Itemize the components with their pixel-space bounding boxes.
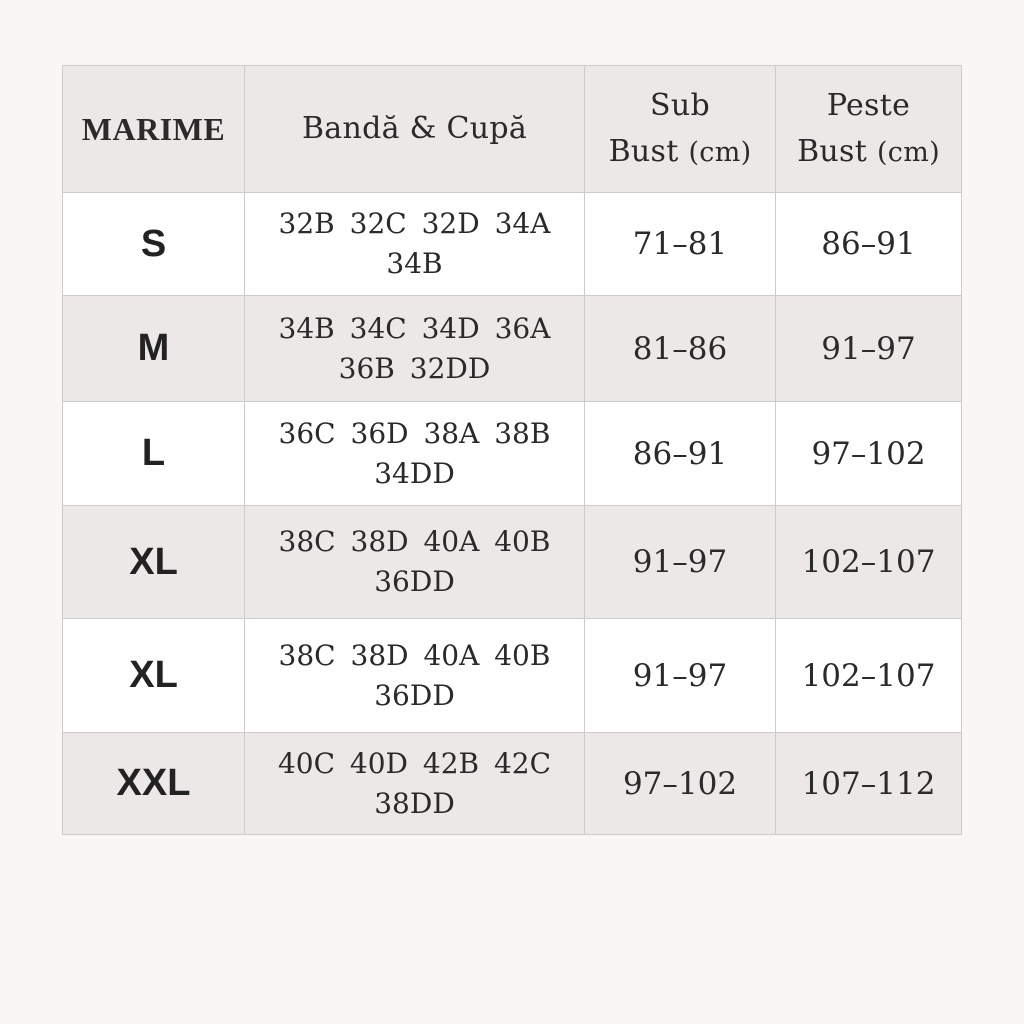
band-cup-line1: 38C 38D 40A 40B: [278, 525, 551, 558]
band-cup-line1: 40C 40D 42B 42C: [277, 746, 552, 780]
under-bust-cell: 86–91: [585, 402, 776, 506]
over-bust-cell: 102–107: [776, 506, 962, 619]
band-cup-line1: 36C 36D 38A 38B: [278, 416, 551, 450]
table-body: [63, 193, 962, 835]
band-cup-line2: 36B 32DD: [338, 351, 491, 385]
over-bust-cell: 86–91: [776, 193, 962, 296]
over-bust-cell: 107–112: [776, 733, 962, 835]
table-row: [63, 296, 962, 402]
table-row: [63, 506, 962, 619]
header-under-bust-line2: Bust: [608, 133, 679, 169]
band-cup-cell: [245, 402, 585, 506]
table-header: [63, 66, 962, 193]
header-row: [63, 66, 962, 193]
band-cup-cell: [245, 619, 585, 733]
header-size-label: MARIME: [81, 111, 226, 147]
size-cell: M: [63, 296, 245, 402]
under-bust-cell: 97–102: [585, 733, 776, 835]
size-cell: XL: [63, 619, 245, 733]
under-bust-cell: 91–97: [585, 619, 776, 733]
size-cell: XL: [63, 506, 245, 619]
band-cup-cell: [245, 733, 585, 835]
header-under-bust-unit: (cm): [688, 136, 752, 168]
over-bust-cell: 102–107: [776, 619, 962, 733]
size-cell: S: [63, 193, 245, 296]
header-band-cup: [245, 66, 585, 193]
band-cup-line1: 38C 38D 40A 40B: [278, 638, 551, 672]
table-row: [63, 733, 962, 835]
band-cup-line2: 36DD: [374, 565, 455, 598]
band-cup-line2: 38DD: [374, 786, 455, 820]
band-cup-line2: 34B: [386, 247, 443, 280]
header-under-bust: [585, 66, 776, 193]
size-cell: L: [63, 402, 245, 506]
header-over-bust-unit: (cm): [876, 136, 940, 168]
table-row: [63, 193, 962, 296]
under-bust-cell: 81–86: [585, 296, 776, 402]
header-band-cup-label: Bandă & Cupă: [301, 111, 528, 146]
under-bust-cell: 71–81: [585, 193, 776, 296]
header-size: [63, 66, 245, 193]
band-cup-cell: [245, 506, 585, 619]
band-cup-cell: [245, 193, 585, 296]
header-over-bust: [776, 66, 962, 193]
band-cup-line1: 34B 34C 34D 36A: [278, 311, 551, 345]
header-over-bust-line2: Bust: [797, 133, 868, 169]
over-bust-cell: 91–97: [776, 296, 962, 402]
size-cell: XXL: [63, 733, 245, 835]
band-cup-line2: 36DD: [374, 678, 455, 712]
header-under-bust-line1: Sub: [650, 87, 710, 123]
header-over-bust-line1: Peste: [826, 87, 911, 123]
band-cup-line2: 34DD: [374, 456, 455, 490]
over-bust-cell: 97–102: [776, 402, 962, 506]
under-bust-cell: 91–97: [585, 506, 776, 619]
band-cup-line1: 32B 32C 32D 34A: [278, 207, 551, 240]
band-cup-cell: [245, 296, 585, 402]
table-row: [63, 402, 962, 506]
table-row: [63, 619, 962, 733]
size-chart-table: [62, 65, 962, 835]
